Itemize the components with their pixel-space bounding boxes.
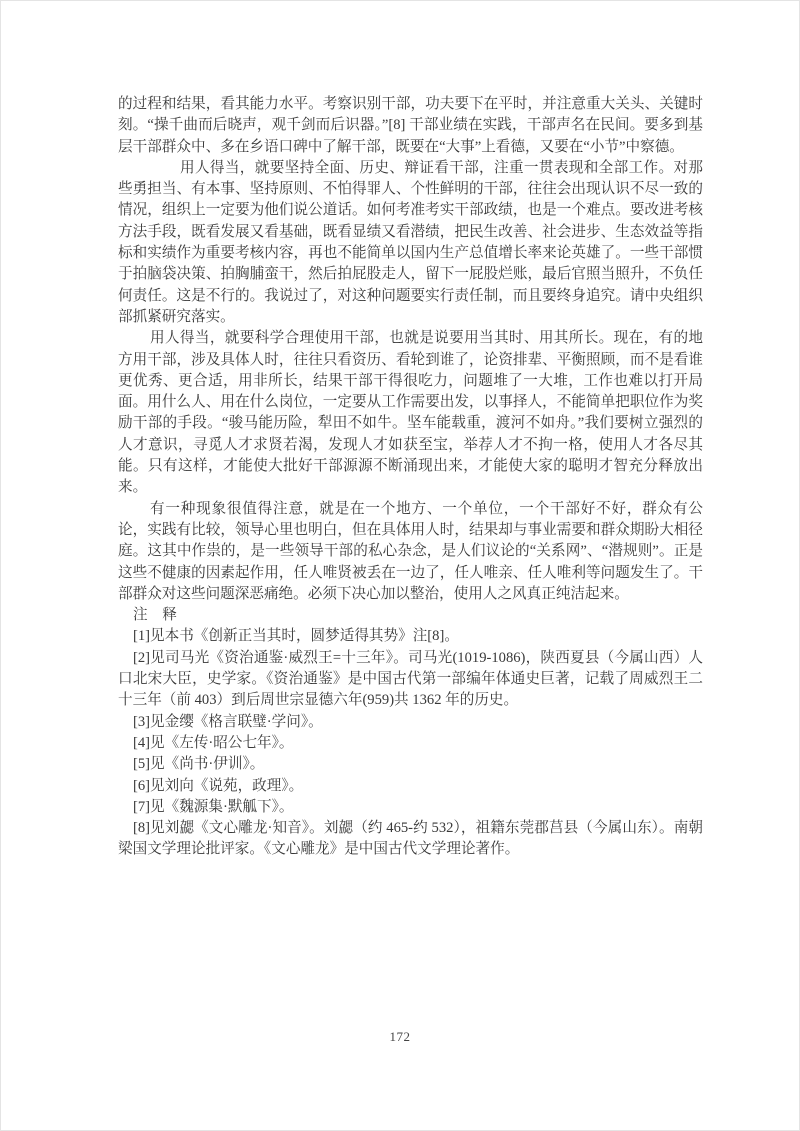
- page-body: [118, 94, 703, 861]
- page-footer: [0, 1028, 800, 1046]
- body-paragraph: 用人得当，就要科学合理使用干部，也就是说要用当其时、用其所长。现在，有的地方用干部，涉及具体人时，往往只看资历、看轮到谁了，论资排辈、平衡照顾，而不是看谁更优秀、更合适，用非所长，结果干部干得很吃力，问题堆了一大堆，工作也难以打开局面。用什么人、用在什么岗位，一定要从工作需要出发，以事择人，不能简单把职位作为奖励干部的手段。“骏马能历险，犁田不如牛。坚车能载重，渡河不如舟。”我们要树立强烈的人才意识，寻觅人才求贤若渴，发现人才如获至宝，举荐人才不拘一格，使用人才各尽其能。只有这样，才能使大批好干部源源不断涌现出来，才能使大家的聪明才智充分释放出来。: [118, 330, 703, 496]
- note-item: [2]见司马光《资治通鉴·威烈王=十三年》。司马光(1019-1086)，陕西夏县（今属山西）人口北宋大臣，史学家。《资治通鉴》是中国古代第一部编年体通史巨著，记载了周威烈王二十三年（前 403）到后周世宗显德六年(959)共 1362 年的历史。: [118, 649, 703, 709]
- page-number: 172: [389, 1029, 411, 1044]
- notes-heading: 注 释: [133, 607, 177, 624]
- note-item: [8]见刘勰《文心雕龙·知音》。刘勰（约 465-约 532），祖籍东莞郡莒县（今属山东）。南朝梁国文学理论批评家。《文心雕龙》是中国古代文学理论著作。: [118, 820, 703, 858]
- note-item: [5]见《尚书·伊训》。: [133, 756, 265, 773]
- note-item: [1]见本书《创新正当其时，圆梦适得其势》注[8]。: [133, 628, 459, 645]
- body-paragraph: 的过程和结果，看其能力水平。考察识别干部，功夫要下在平时，并注意重大关头、关键时刻。“操千曲而后晓声，观千剑而后识器。”[8] 干部业绩在实践，干部声名在民间。要多到基层干部群众中、多在乡语口碑中了解干部，既要在“大事”上看德，又要在“小节”中察德。: [118, 96, 703, 155]
- note-item: [3]见金缨《格言联璧·学问》。: [133, 713, 323, 730]
- note-item: [7]见《魏源集·默觚下》。: [133, 798, 294, 815]
- body-paragraph: 用人得当，就要坚持全面、历史、辩证看干部，注重一贯表现和全部工作。对那些勇担当、有本事、坚持原则、不怕得罪人、个性鲜明的干部，往往会出现认识不尽一致的情况，组织上一定要为他们说公道话。如何考准考实干部政绩，也是一个难点。要改进考核方法手段，既看发展又看基础，既看显绩又看潜绩，把民生改善、社会进步、生态效益等指标和实绩作为重要考核内容，再也不能简单以国内生产总值增长率来论英雄了。一些干部惯于拍脑袋决策、拍胸脯蛮干，然后拍屁股走人，留下一屁股烂账，最后官照当照升，不负任何责任。这是不行的。我说过了，对这种问题要实行责任制，而且要终身追究。请中央组织部抓紧研究落实。: [118, 159, 703, 325]
- note-item: [4]见《左传·昭公七年》。: [133, 734, 294, 751]
- note-item: [6]见刘向《说苑，政理》。: [133, 777, 304, 794]
- body-paragraph: 有一种现象很值得注意，就是在一个地方、一个单位，一个干部好不好，群众有公论，实践有比较，领导心里也明白，但在具体用人时，结果却与事业需要和群众期盼大相径庭。这其中作祟的，是一些领导干部的私心杂念，是人们议论的“关系网”、“潜规则”。正是这些不健康的因素起作用，任人唯贤被丢在一边了，任人唯亲、任人唯利等问题发生了。干部群众对这些问题深恶痛绝。必须下决心加以整治，使用人之风真正纯洁起来。: [118, 500, 703, 602]
